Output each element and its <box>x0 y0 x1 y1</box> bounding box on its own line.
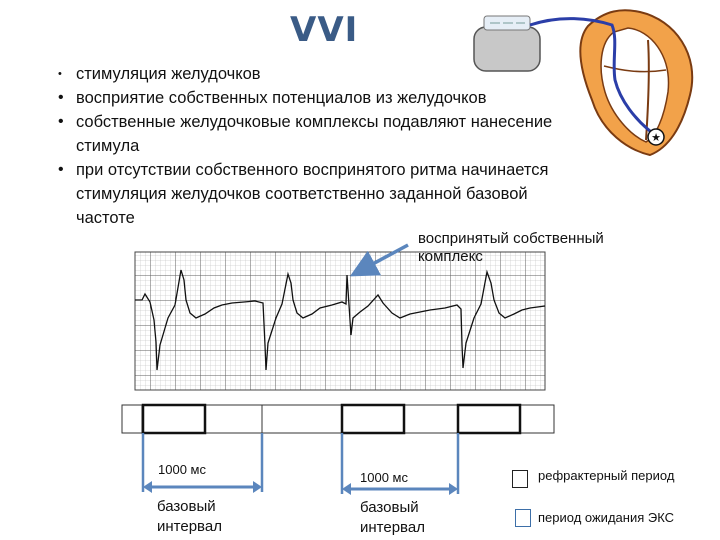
sensed-complex-label: воспринятый собственный комплекс <box>418 230 604 265</box>
bullet-item: • при отсутствии собственного воспринятого ритма начинается стимуляция желудочков соответственно заданной базовой частоте <box>60 158 590 230</box>
svg-text:★: ★ <box>651 131 661 144</box>
heart-icon <box>530 10 692 155</box>
legend-label-refractory: рефрактерный период <box>538 468 675 483</box>
timing-bar <box>122 405 554 433</box>
legend-label-waiting: период ожидания ЭКС <box>538 510 675 525</box>
bullet-item: • восприятие собственных потенциалов из желудочков <box>60 86 590 110</box>
bullet-item: • собственные желудочковые комплексы подавляют нанесение стимула <box>60 110 590 158</box>
page-title: VVI <box>290 10 359 50</box>
legend-swatch-refractory <box>512 470 528 488</box>
interval-label: базовый интервал <box>157 498 222 535</box>
bullet-item: • стимуляция желудочков <box>60 62 590 86</box>
interval-label: базовый интервал <box>360 499 425 536</box>
interval-duration: 1000 мс <box>158 462 206 477</box>
ecg-strip <box>135 252 545 390</box>
interval-duration: 1000 мс <box>360 470 408 485</box>
legend-swatch-waiting <box>515 509 531 527</box>
interval-bracket <box>342 433 458 495</box>
